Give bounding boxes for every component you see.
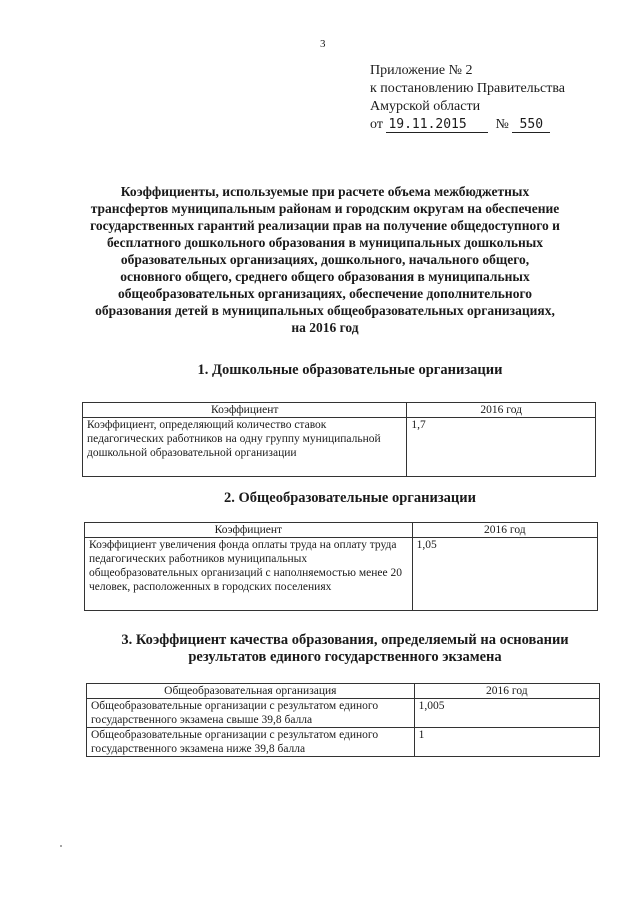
coefficient-value: 1,7: [407, 418, 596, 477]
table-row: [87, 699, 600, 728]
coefficient-value: 1,005: [414, 699, 599, 728]
section1-table: [82, 402, 596, 477]
annex-title: Приложение № 2: [370, 63, 473, 78]
header-cell: Коэффициент: [85, 523, 413, 538]
header-cell: Общеобразовательная организация: [87, 684, 415, 699]
header-cell: 2016 год: [407, 403, 596, 418]
number-prefix: №: [495, 117, 509, 132]
section2-heading: 2. Общеобразовательные организации: [224, 490, 476, 506]
table-row: [85, 538, 598, 611]
header-cell: 2016 год: [412, 523, 597, 538]
coefficient-description: Коэффициент, определяющий количество ставок педагогических работников на одну группу муниципальной дошкольной образовательной организации: [83, 418, 407, 477]
coefficient-value: 1,05: [412, 538, 597, 611]
annex-region: Амурской области: [370, 99, 481, 114]
coefficient-description: Коэффициент увеличения фонда оплаты труда на оплату труда педагогических работников муниципальных общеобразовательных организаций с наполняемостью менее 20 человек, расположенных в городских поселениях: [85, 538, 413, 611]
annex-date-line: [370, 116, 565, 134]
document-title: Коэффициенты, используемые при расчете объема межбюджетных трансфертов муниципальным районам и городским округам на обеспечение государственных гарантий реализации прав на получение общедоступного и бесплатного дошкольного образования в муниципальных дошкольных образовательных организациях, дошкольного, начального общего, основного общего, среднего общего образования в муниципальных общеобразовательных организациях, обеспечение дополнительного образования детей в муниципальных общеобразовательных организациях, на 2016 год: [90, 184, 560, 335]
table-header-row: [83, 403, 596, 418]
organization-description: Общеобразовательные организации с результатом единого государственного экзамена ниже 39,8 балла: [87, 728, 415, 757]
scan-speck: [60, 845, 62, 847]
annex-date: 19.11.2015: [386, 118, 488, 133]
coefficient-value: 1: [414, 728, 599, 757]
section3-table: [86, 683, 600, 757]
header-cell: 2016 год: [414, 684, 599, 699]
annex-reference: к постановлению Правительства: [370, 81, 566, 96]
section1-heading: 1. Дошкольные образовательные организации: [197, 362, 503, 378]
header-cell: Коэффициент: [83, 403, 407, 418]
organization-description: Общеобразовательные организации с результатом единого государственного экзамена свыше 39,8 балла: [87, 699, 415, 728]
section3-heading: 3. Коэффициент качества образования, определяемый на основании результатов единого государственного экзамена: [121, 632, 569, 665]
date-prefix: от: [370, 117, 383, 132]
annex-number: 550: [512, 118, 550, 133]
annex-block: [370, 62, 565, 134]
table-header-row: [87, 684, 600, 699]
section2-table: [84, 522, 598, 611]
table-row: [83, 418, 596, 477]
table-header-row: [85, 523, 598, 538]
page-number: 3: [320, 38, 326, 50]
table-row: [87, 728, 600, 757]
